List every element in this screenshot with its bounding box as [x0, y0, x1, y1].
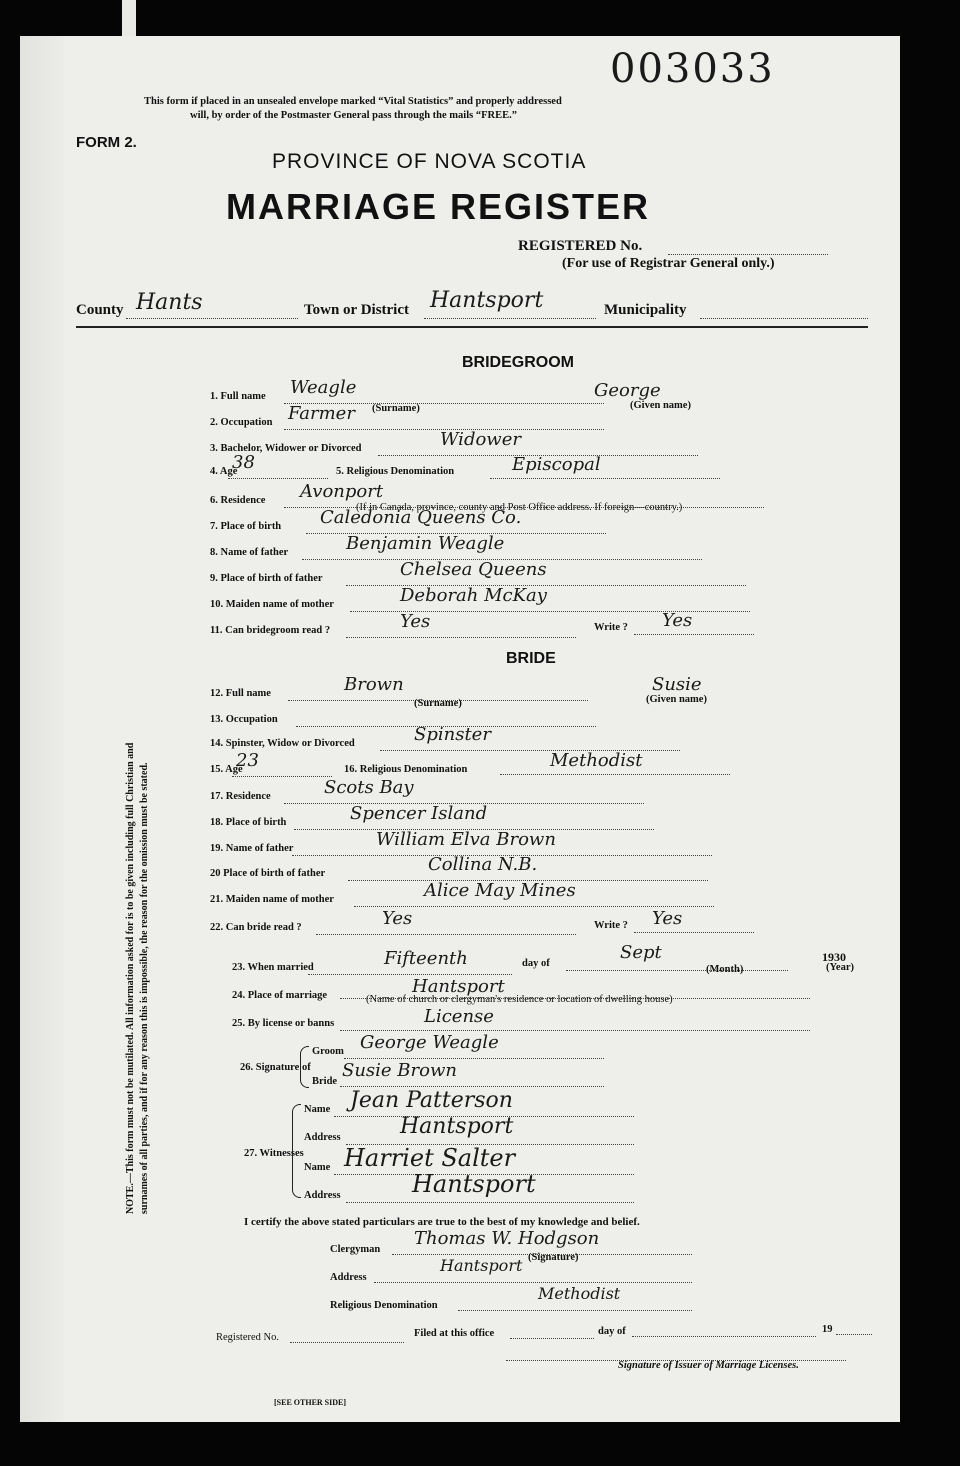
license-label: 25. By license or banns — [232, 1018, 335, 1029]
bride-given-caption: (Given name) — [646, 694, 707, 705]
footer-day-of: day of — [598, 1326, 626, 1337]
bride-field-label: 19. Name of father — [210, 843, 294, 854]
footer-day-line — [632, 1336, 816, 1337]
bride-field-label: 12. Full name — [210, 688, 271, 699]
municipality-label: Municipality — [604, 302, 687, 318]
bride-field-label: 13. Occupation — [210, 714, 278, 725]
place-of-marriage-label: 24. Place of marriage — [232, 990, 328, 1001]
registrar-note: (For use of Registrar General only.) — [562, 256, 775, 271]
bride-field-value: Brown — [344, 674, 404, 695]
town-value: Hantsport — [430, 288, 544, 313]
filed-line — [510, 1338, 594, 1339]
groom-signature-value: George Weagle — [360, 1032, 499, 1053]
license-value: License — [424, 1006, 494, 1027]
groom-field-label: 8. Name of father — [210, 547, 289, 558]
municipality-line — [700, 318, 868, 319]
issuer-caption: Signature of Issuer of Marriage Licenses. — [618, 1360, 799, 1371]
groom-given-name: George — [594, 380, 661, 401]
bride-field-value: Alice May Mines — [424, 880, 576, 901]
groom-field-value: Benjamin Weagle — [346, 533, 505, 554]
groom-field-value: Yes — [400, 611, 431, 632]
document-number: 003033 — [610, 46, 775, 92]
registered-no-label: REGISTERED No. — [518, 238, 643, 254]
clergyman-religion: Methodist — [538, 1284, 621, 1303]
bride-signature-label: Bride — [312, 1076, 338, 1087]
witness-2-address: Hantsport — [412, 1170, 536, 1198]
groom-signature-label: Groom — [312, 1046, 344, 1057]
groom-residence-caption: (If in Canada, province, county and Post Office address. If foreign—country.) — [356, 502, 683, 513]
witness-2-name: Harriet Salter — [344, 1144, 516, 1172]
witness-1-address-label: Address — [304, 1132, 341, 1143]
bride-field-value: Yes — [382, 908, 413, 929]
bride-heading: BRIDE — [506, 650, 556, 667]
month-line — [566, 970, 788, 971]
bride-field-value: William Elva Brown — [376, 829, 556, 850]
groom-field-line — [346, 637, 576, 638]
bride-surname-caption: (Surname) — [414, 698, 462, 709]
bride-field-value: Scots Bay — [324, 777, 414, 798]
town-label: Town or District — [304, 302, 409, 318]
groom-write-label: Write ? — [594, 622, 628, 633]
bride-write-value: Yes — [652, 908, 683, 929]
bride-field-value: Spinster — [414, 724, 491, 745]
page-title: MARRIAGE REGISTER — [226, 186, 651, 227]
witness-1-name: Jean Patterson — [350, 1088, 513, 1113]
groom-given-caption: (Given name) — [630, 400, 691, 411]
day-of-label: day of — [522, 958, 550, 969]
bride-signature-line — [340, 1086, 604, 1087]
county-label: County — [76, 302, 124, 318]
bride-write-line — [634, 932, 754, 933]
bride-given-name: Susie — [652, 674, 702, 695]
groom-field-label: 11. Can bridegroom read ? — [210, 625, 331, 636]
province-heading: PROVINCE OF NOVA SCOTIA — [272, 150, 587, 173]
witness-2-name-label: Name — [304, 1162, 331, 1173]
month-caption: (Month) — [706, 964, 744, 975]
groom-field-label: 3. Bachelor, Widower or Divorced — [210, 443, 362, 454]
groom-field-label: 1. Full name — [210, 391, 266, 402]
clergyman-signature: Thomas W. Hodgson — [414, 1228, 600, 1249]
groom-field-value: Weagle — [290, 377, 357, 398]
witness-2-address-label: Address — [304, 1190, 341, 1201]
groom-field-value: Deborah McKay — [400, 585, 547, 606]
bride-field-value: Collina N.B. — [428, 854, 538, 875]
witness-2-address-line — [346, 1202, 634, 1203]
bride-field-value: 23 — [236, 750, 259, 771]
groom-field-value: Widower — [440, 429, 521, 450]
month-value: Sept — [620, 942, 662, 963]
bride-field-label: 18. Place of birth — [210, 817, 287, 828]
footer-year-prefix: 19 — [822, 1324, 833, 1335]
witnesses-brace — [292, 1104, 301, 1198]
groom-write-line — [634, 634, 754, 635]
bride-write-label: Write ? — [594, 920, 628, 931]
groom-write-value: Yes — [662, 610, 693, 631]
bride-religion-line — [500, 774, 730, 775]
place-of-marriage-caption: (Name of church or clergyman's residence or location of dwelling house) — [366, 994, 673, 1005]
groom-field-label: 6. Residence — [210, 495, 266, 506]
groom-field-line — [228, 478, 328, 479]
groom-field-label: 10. Maiden name of mother — [210, 599, 334, 610]
bride-field-label: 21. Maiden name of mother — [210, 894, 334, 905]
clergyman-religion-label: Religious Denomination — [330, 1300, 438, 1311]
clergyman-address-line — [374, 1282, 692, 1283]
when-married-line — [308, 974, 512, 975]
groom-field-label: 9. Place of birth of father — [210, 573, 323, 584]
bride-field-line — [316, 934, 576, 935]
bride-field-label: 17. Residence — [210, 791, 271, 802]
header-rule — [76, 326, 868, 328]
bride-field-line — [232, 776, 332, 777]
year-value: 1930 — [822, 950, 846, 964]
license-line — [340, 1030, 810, 1031]
groom-religion-value: Episcopal — [512, 454, 601, 475]
clergyman-address-label: Address — [330, 1272, 367, 1283]
groom-surname-caption: (Surname) — [372, 403, 420, 414]
bride-religion-value: Methodist — [550, 750, 643, 771]
groom-signature-line — [344, 1058, 604, 1059]
groom-field-value: Farmer — [288, 403, 355, 424]
postal-note-line-2: will, by order of the Postmaster General pass through the mails “FREE.” — [190, 110, 517, 121]
groom-field-label: 2. Occupation — [210, 417, 273, 428]
witness-1-name-label: Name — [304, 1104, 331, 1115]
groom-field-value: 38 — [232, 452, 255, 473]
bride-field-value: Spencer Island — [350, 803, 488, 824]
bride-field-line — [354, 906, 714, 907]
groom-religion-label: 5. Religious Denomination — [336, 466, 455, 477]
when-married-label: 23. When married — [232, 962, 314, 973]
groom-religion-line — [490, 478, 720, 479]
town-line — [424, 318, 596, 319]
county-line — [126, 318, 298, 319]
paper-tab — [122, 0, 136, 36]
groom-field-value: Caledonia Queens Co. — [320, 507, 522, 528]
filed-label: Filed at this office — [414, 1328, 495, 1339]
postal-note-line-1: This form if placed in an unsealed envelope marked “Vital Statistics” and properly addressed — [144, 96, 562, 107]
bride-field-label: 20 Place of birth of father — [210, 868, 326, 879]
groom-field-label: 7. Place of birth — [210, 521, 282, 532]
signature-brace — [300, 1046, 309, 1088]
county-value: Hants — [136, 290, 203, 315]
bride-religion-label: 16. Religious Denomination — [344, 764, 468, 775]
bride-signature-value: Susie Brown — [342, 1060, 457, 1081]
clergyman-sig-caption: (Signature) — [528, 1252, 579, 1263]
certify-statement: I certify the above stated particulars are true to the best of my knowledge and belief. — [244, 1216, 640, 1228]
place-of-marriage-value: Hantsport — [412, 976, 505, 997]
witnesses-label: 27. Witnesses — [244, 1148, 304, 1159]
see-other-side: [SEE OTHER SIDE] — [274, 1398, 347, 1407]
groom-field-label: 4. Age — [210, 466, 238, 477]
bridegroom-heading: BRIDEGROOM — [462, 354, 574, 371]
form-label: FORM 2. — [76, 134, 137, 151]
registered-no-line — [668, 254, 828, 255]
groom-field-value: Chelsea Queens — [400, 559, 547, 580]
paper-fold — [20, 36, 64, 1422]
registered-no-footer-line — [290, 1342, 404, 1343]
signature-of-label: 26. Signature of — [240, 1062, 311, 1073]
groom-field-value: Avonport — [300, 481, 384, 502]
bride-field-label: 15. Age — [210, 764, 243, 775]
bride-field-label: 14. Spinster, Widow or Divorced — [210, 738, 355, 749]
registered-no-footer: Registered No. — [216, 1332, 279, 1343]
year-caption: (Year) — [826, 962, 854, 973]
clergyman-religion-line — [458, 1310, 692, 1311]
witness-1-address: Hantsport — [400, 1114, 514, 1139]
clergyman-label: Clergyman — [330, 1244, 381, 1255]
clergyman-address: Hantsport — [440, 1256, 523, 1275]
footer-year-line — [836, 1334, 872, 1335]
bride-field-label: 22. Can bride read ? — [210, 922, 302, 933]
when-married-value: Fifteenth — [384, 948, 468, 969]
